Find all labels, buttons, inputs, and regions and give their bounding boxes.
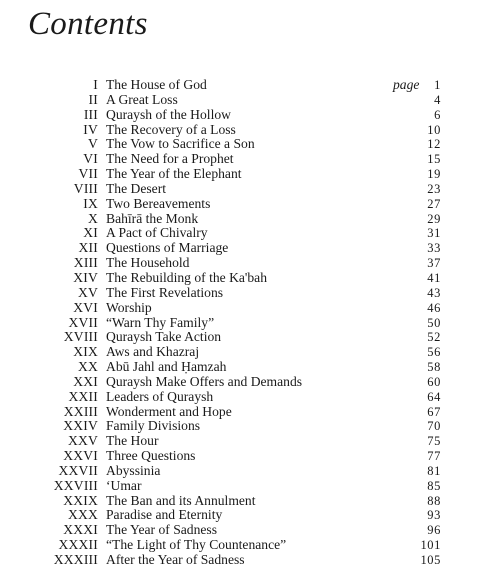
- toc-entry[interactable]: [0, 123, 483, 138]
- chapter-number: XXXIII: [53, 552, 98, 567]
- chapter-title: After the Year of Sadness: [106, 552, 245, 567]
- chapter-number: XIV: [73, 269, 98, 285]
- page-number: 43: [427, 285, 441, 300]
- chapter-number: XXI: [73, 373, 98, 389]
- page-number: 6: [434, 107, 441, 122]
- chapter-number: XXIX: [63, 492, 98, 508]
- chapter-number: XXXI: [63, 522, 98, 538]
- toc-entry[interactable]: [0, 405, 483, 420]
- chapter-number: XIII: [73, 255, 98, 271]
- page-number: 105: [420, 553, 441, 567]
- chapter-title: Abū Jahl and Ḥamzah: [106, 359, 227, 375]
- chapter-number: XV: [77, 284, 98, 300]
- page-number: 75: [427, 434, 441, 449]
- chapter-number: VI: [83, 151, 98, 167]
- page-number: 23: [427, 181, 441, 196]
- toc-entry[interactable]: [0, 286, 483, 301]
- chapter-title: The Desert: [106, 180, 167, 196]
- chapter-number: XXII: [68, 388, 98, 404]
- chapter-title: The Rebuilding of the Ka'bah: [106, 269, 268, 285]
- page-number: 10: [427, 122, 441, 137]
- chapter-number: XI: [83, 225, 98, 241]
- toc-entry[interactable]: [0, 241, 483, 256]
- chapter-number: XII: [78, 240, 98, 256]
- toc-entry[interactable]: [0, 390, 483, 405]
- page-number: 15: [427, 152, 441, 167]
- chapter-title: The Year of Sadness: [106, 522, 217, 538]
- toc-entry[interactable]: [0, 316, 483, 331]
- chapter-number: XVI: [73, 299, 98, 315]
- chapter-title: Leaders of Quraysh: [106, 388, 214, 404]
- chapter-title: The Recovery of a Loss: [106, 121, 236, 137]
- page-number: 85: [427, 478, 441, 493]
- page-number: 64: [427, 389, 441, 404]
- chapter-number: IV: [83, 121, 98, 137]
- toc-entry[interactable]: [0, 78, 483, 93]
- chapter-number: XXXII: [58, 537, 98, 553]
- page-number: 19: [427, 167, 441, 182]
- chapter-number: X: [87, 210, 98, 226]
- chapter-number: VIII: [73, 180, 98, 196]
- chapter-number: III: [83, 106, 98, 122]
- page-number: 31: [427, 226, 441, 241]
- page-number: 27: [427, 196, 441, 211]
- page-number: 101: [420, 538, 441, 553]
- page-number: 1: [434, 78, 441, 92]
- chapter-title: Quraysh Take Action: [106, 329, 222, 345]
- page-number: 41: [427, 270, 441, 285]
- chapter-number: I: [93, 77, 98, 92]
- chapter-number: XXX: [67, 507, 98, 523]
- chapter-title: Three Questions: [106, 448, 196, 464]
- chapter-number: XX: [77, 359, 98, 375]
- chapter-number: XVII: [68, 314, 98, 330]
- page-number: 37: [427, 256, 441, 271]
- page-number: 88: [427, 493, 441, 508]
- toc-entry[interactable]: [0, 434, 483, 449]
- chapter-title: The House of God: [106, 77, 207, 92]
- toc-entry[interactable]: [0, 197, 483, 212]
- page-number: 60: [427, 374, 441, 389]
- page-number: 96: [427, 523, 441, 538]
- chapter-title: A Pact of Chivalry: [106, 225, 208, 241]
- chapter-title: The Need for a Prophet: [106, 151, 234, 167]
- toc-entry[interactable]: [0, 538, 483, 553]
- toc-entry[interactable]: [0, 479, 483, 494]
- chapter-title: Bahīrā the Monk: [106, 210, 199, 226]
- table-of-contents: [0, 78, 483, 568]
- toc-entry[interactable]: [0, 271, 483, 286]
- chapter-title: Paradise and Eternity: [106, 507, 223, 523]
- toc-entry[interactable]: [0, 226, 483, 241]
- toc-entry[interactable]: [0, 152, 483, 167]
- toc-entry[interactable]: [0, 449, 483, 464]
- page-number: 77: [427, 449, 441, 464]
- chapter-number: II: [88, 91, 98, 107]
- chapter-title: The Year of the Elephant: [106, 166, 242, 182]
- toc-entry[interactable]: [0, 553, 483, 568]
- chapter-number: XVIII: [63, 329, 98, 345]
- chapter-title: Abyssinia: [106, 462, 161, 478]
- page-number: 52: [427, 330, 441, 345]
- page-number: 58: [427, 360, 441, 375]
- toc-entry[interactable]: [0, 345, 483, 360]
- chapter-number: XXVI: [63, 448, 98, 464]
- chapter-title: The Hour: [106, 433, 159, 449]
- page-number: 81: [427, 463, 441, 478]
- toc-entry[interactable]: [0, 508, 483, 523]
- chapter-number: XXV: [67, 433, 98, 449]
- toc-entry[interactable]: [0, 212, 483, 227]
- chapter-title: Family Divisions: [106, 418, 201, 434]
- toc-entry[interactable]: [0, 167, 483, 182]
- toc-entry[interactable]: [0, 301, 483, 316]
- chapter-title: Quraysh of the Hollow: [106, 106, 231, 122]
- chapter-number: VII: [78, 166, 98, 182]
- chapter-title: Quraysh Make Offers and Demands: [106, 373, 303, 389]
- chapter-title: “Warn Thy Family”: [106, 314, 215, 330]
- page-number: 70: [427, 419, 441, 434]
- chapter-number: IX: [83, 195, 98, 211]
- toc-entry[interactable]: [0, 523, 483, 538]
- toc-entry[interactable]: [0, 182, 483, 197]
- page-number: 93: [427, 508, 441, 523]
- toc-entry[interactable]: [0, 93, 483, 108]
- toc-entry[interactable]: [0, 256, 483, 271]
- page-number: 50: [427, 315, 441, 330]
- chapter-number: XXVIII: [53, 477, 98, 493]
- chapter-title: Worship: [106, 299, 152, 315]
- chapter-title: ‘Umar: [106, 477, 142, 493]
- chapter-title: The Ban and its Annulment: [106, 492, 256, 508]
- chapter-title: The Household: [106, 255, 190, 271]
- chapter-number: XIX: [73, 344, 98, 360]
- chapter-title: A Great Loss: [106, 91, 178, 107]
- chapter-title: The First Revelations: [106, 284, 224, 300]
- chapter-title: Questions of Marriage: [106, 240, 229, 256]
- toc-entry[interactable]: [0, 375, 483, 390]
- toc-entry[interactable]: [0, 464, 483, 479]
- chapter-title: “The Light of Thy Countenance”: [106, 537, 287, 553]
- page-title: Contents: [28, 6, 148, 42]
- chapter-title: Wonderment and Hope: [106, 403, 232, 419]
- page-number: 56: [427, 345, 441, 360]
- page-number: 29: [427, 211, 441, 226]
- page-number: 12: [427, 137, 441, 152]
- page-number: 67: [427, 404, 441, 419]
- page-number: 33: [427, 241, 441, 256]
- toc-entry[interactable]: [0, 360, 483, 375]
- chapter-number: XXVII: [58, 462, 98, 478]
- toc-entry[interactable]: [0, 137, 483, 152]
- toc-entry[interactable]: [0, 108, 483, 123]
- chapter-title: The Vow to Sacrifice a Son: [106, 136, 255, 152]
- chapter-title: Aws and Khazraj: [106, 344, 200, 360]
- toc-entry[interactable]: [0, 330, 483, 345]
- toc-entry[interactable]: [0, 494, 483, 509]
- chapter-title: Two Bereavements: [106, 195, 211, 211]
- chapter-number: XXIII: [63, 403, 98, 419]
- page-number: 4: [434, 92, 441, 107]
- page-number: 46: [427, 300, 441, 315]
- chapter-number: V: [87, 136, 98, 152]
- page-label: page: [393, 77, 420, 92]
- chapter-number: XXIV: [63, 418, 98, 434]
- toc-entry[interactable]: [0, 419, 483, 434]
